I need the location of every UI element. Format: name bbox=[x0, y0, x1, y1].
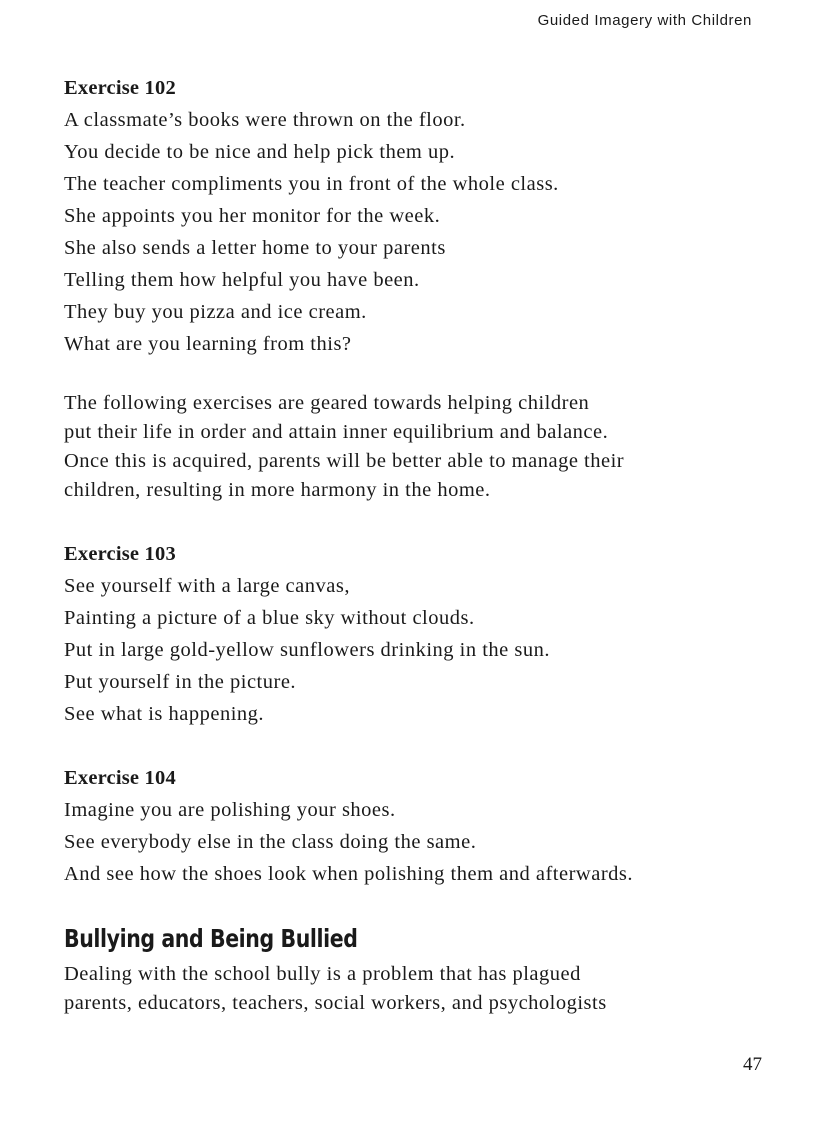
exercise-102-line: She appoints you her monitor for the week. bbox=[64, 205, 441, 227]
paragraph-line: Once this is acquired, parents will be better able to manage their bbox=[64, 450, 625, 472]
paragraph-line: Dealing with the school bully is a problem that has plagued bbox=[64, 963, 581, 985]
exercise-102-line: She also sends a letter home to your parents bbox=[64, 237, 446, 259]
section-heading-bullying: Bullying and Being Bullied bbox=[64, 924, 358, 953]
exercise-102-line: They buy you pizza and ice cream. bbox=[64, 301, 367, 323]
paragraph-line: The following exercises are geared towards helping children bbox=[64, 392, 590, 414]
exercise-102-line: You decide to be nice and help pick them up. bbox=[64, 141, 456, 163]
exercise-104 bbox=[64, 762, 764, 890]
paragraph-line: put their life in order and attain inner equilibrium and balance. bbox=[64, 421, 609, 443]
bullying-paragraph bbox=[64, 960, 764, 1018]
exercise-104-title: Exercise 104 bbox=[64, 767, 176, 789]
exercise-102 bbox=[64, 72, 764, 360]
exercise-102-title: Exercise 102 bbox=[64, 77, 176, 99]
exercise-103-title: Exercise 103 bbox=[64, 543, 176, 565]
exercise-104-line: See everybody else in the class doing the same. bbox=[64, 831, 477, 853]
exercise-103-line: Put yourself in the picture. bbox=[64, 671, 297, 693]
exercise-103-line: See yourself with a large canvas, bbox=[64, 575, 350, 597]
intro-paragraph bbox=[64, 389, 764, 505]
running-header: Guided Imagery with Children bbox=[537, 12, 752, 29]
paragraph-line: parents, educators, teachers, social workers, and psychologists bbox=[64, 992, 607, 1014]
paragraph-line: children, resulting in more harmony in the home. bbox=[64, 479, 491, 501]
exercise-103-line: Painting a picture of a blue sky without clouds. bbox=[64, 607, 475, 629]
page-number: 47 bbox=[743, 1054, 762, 1075]
exercise-104-line: And see how the shoes look when polishing them and afterwards. bbox=[64, 863, 634, 885]
exercise-104-line: Imagine you are polishing your shoes. bbox=[64, 799, 396, 821]
exercise-103-line: Put in large gold-yellow sunflowers drinking in the sun. bbox=[64, 639, 550, 661]
exercise-102-line: A classmate’s books were thrown on the floor. bbox=[64, 109, 466, 131]
exercise-102-line: Telling them how helpful you have been. bbox=[64, 269, 420, 291]
exercise-103-line: See what is happening. bbox=[64, 703, 265, 725]
exercise-103 bbox=[64, 538, 764, 730]
exercise-102-line: The teacher compliments you in front of the whole class. bbox=[64, 173, 559, 195]
exercise-102-line: What are you learning from this? bbox=[64, 333, 352, 355]
